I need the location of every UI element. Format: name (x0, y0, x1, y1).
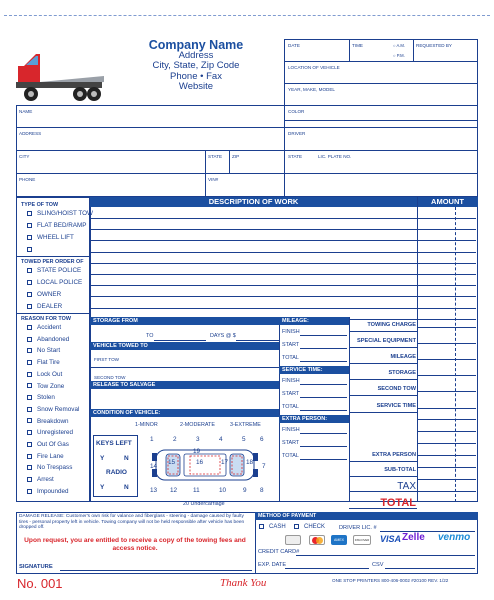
charge-row-line (349, 363, 417, 364)
pm-option[interactable]: ○ P.M. (393, 53, 405, 58)
amount-line[interactable] (417, 375, 476, 376)
reason-item[interactable]: Out Of Gas (27, 441, 69, 449)
car-part-number: 6 (260, 436, 264, 443)
undercarriage-label: 20 Undercarriage (183, 501, 225, 507)
name-label: NAME (19, 109, 33, 114)
storage-charge-label: STORAGE (388, 370, 416, 376)
second-tow-label: SECOND TOW (94, 375, 126, 380)
service_time-total-label: TOTAL (282, 404, 299, 410)
towing-fees-notice: Upon request, you are entitled to receive a copy of the towing fees and access notice. (24, 537, 246, 552)
amount-line[interactable] (417, 308, 476, 309)
extra_person-total-label: TOTAL (282, 453, 299, 459)
radio-label: RADIO (106, 469, 127, 476)
visa-icon: VISA (380, 534, 402, 544)
company-contact: Phone • Fax (170, 70, 222, 82)
amount-line[interactable] (417, 285, 476, 286)
amount-line[interactable] (417, 419, 476, 420)
car-part-number: 13 (150, 487, 158, 494)
service-time-header: SERVICE TIME: (279, 366, 349, 374)
mastercard-icon (309, 535, 325, 545)
tow-type-flatbed[interactable]: FLAT BED/RAMP (27, 222, 86, 230)
thank-you: Thank You (220, 577, 267, 589)
address-label: ADDRESS (19, 131, 42, 136)
amount-line[interactable] (417, 343, 476, 344)
lic-plate-label: LIC. PLATE NO. (318, 154, 352, 159)
printer-credit: ONE STOP PRINTERS 800-406-0002 #20100 REV. 1/22 (332, 578, 449, 583)
car-part-number: 2 (173, 436, 177, 443)
state-label: STATE (208, 154, 223, 159)
extra-person-charge-label: EXTRA PERSON (372, 452, 416, 458)
work-line[interactable] (90, 218, 417, 219)
mileage-start-label: START (282, 342, 300, 348)
mileage-total-line[interactable] (300, 361, 347, 362)
amount-line[interactable] (417, 443, 476, 444)
tax-label: TAX (397, 481, 416, 492)
charge-row-line (349, 331, 417, 332)
extra_person-start-line[interactable] (300, 446, 347, 447)
car-part-number: 9 (243, 487, 247, 494)
mileage-finish-label: FINISH (282, 329, 300, 335)
car-part-number: 15 (168, 459, 176, 466)
date-label: DATE (288, 43, 300, 48)
car-part-number: 16 (196, 459, 204, 466)
cash-option[interactable]: CASH (259, 524, 286, 530)
card-icon (285, 535, 301, 545)
work-line[interactable] (90, 308, 417, 309)
amount-line[interactable] (417, 327, 476, 328)
service-time-charge-label: SERVICE TIME (376, 403, 416, 409)
charge-row-line (349, 461, 417, 462)
time-label: TIME (352, 43, 363, 48)
condition-extreme: 3-EXTREME (230, 422, 261, 428)
amount-line[interactable] (417, 479, 476, 480)
charge-row-line (349, 395, 417, 396)
payment-method-header: METHOD OF PAYMENT (255, 512, 478, 520)
description-of-work-header: DESCRIPTION OF WORK (90, 197, 417, 207)
plate-state-label: STATE (288, 154, 303, 159)
car-part-number: 5 (242, 436, 246, 443)
venmo-icon: venmo (438, 532, 471, 543)
towed-per-state-police[interactable]: STATE POLICE (27, 267, 81, 275)
zip-label: ZIP (232, 154, 240, 159)
work-line[interactable] (90, 240, 417, 241)
extra_person-start-label: START (282, 440, 300, 446)
reason-item[interactable]: Arrest (27, 476, 54, 484)
driver-lic-label: DRIVER LIC. # (339, 525, 377, 531)
am-option[interactable]: ○ A.M. (393, 43, 406, 48)
charge-row-line (349, 491, 417, 492)
car-part-number: 7 (262, 463, 266, 470)
reason-item[interactable]: Fire Lane (27, 453, 64, 461)
condition-moderate: 2-MODERATE (180, 422, 215, 428)
phone-label: PHONE (19, 177, 36, 182)
towed-per-title: TOWED PER ORDER OF (21, 259, 84, 265)
tow-type-sling[interactable]: SLING/HOIST TOW (27, 210, 93, 218)
keys-left-label: KEYS LEFT (96, 440, 132, 447)
amount-header: AMOUNT (417, 197, 478, 207)
car-part-number: 14 (150, 463, 158, 470)
tow-type-wheel-lift[interactable]: WHEEL LIFT (27, 234, 74, 242)
amount-line[interactable] (417, 218, 476, 219)
credit-card-label: CREDIT CARD# (258, 549, 300, 555)
exp-date-label: EXP. DATE (258, 562, 287, 568)
extra_person-finish-line[interactable] (300, 433, 347, 434)
year-make-model-label: YEAR, MAKE, MODEL (288, 87, 335, 92)
reason-title: REASON FOR TOW (21, 316, 71, 322)
special-equipment-label: SPECIAL EQUIPMENT (357, 338, 416, 344)
service_time-start-label: START (282, 391, 300, 397)
work-line[interactable] (90, 274, 417, 275)
mileage-total-label: TOTAL (282, 355, 299, 361)
charge-row-line (349, 476, 417, 477)
extra_person-total-line[interactable] (300, 459, 347, 460)
keys-no[interactable]: N (124, 455, 129, 462)
work-line[interactable] (90, 285, 417, 286)
amount-line[interactable] (417, 491, 476, 492)
car-part-number: 17 (221, 459, 229, 466)
check-option[interactable]: CHECK (294, 524, 325, 530)
reason-item[interactable]: No Trespass (27, 464, 72, 472)
vehicle-towed-to-header: VEHICLE TOWED TO (90, 342, 279, 350)
release-to-salvage-header: RELEASE TO SALVAGE (90, 381, 279, 389)
requested-by-label: REQUESTED BY (416, 43, 452, 48)
amount-line[interactable] (417, 240, 476, 241)
charge-row-line (349, 508, 417, 509)
storage-days: DAYS @ $ (210, 333, 236, 339)
car-part-number: 4 (219, 436, 223, 443)
car-part-number: 11 (193, 487, 200, 494)
charge-row-line (349, 379, 417, 380)
service_time-finish-label: FINISH (282, 378, 300, 384)
discover-icon: DISCOVER (353, 535, 371, 545)
vin-label: VIN# (208, 177, 219, 182)
extra-person-header: EXTRA PERSON: (279, 415, 349, 423)
perforation-line (4, 15, 490, 16)
work-line[interactable] (90, 263, 417, 264)
amount-line[interactable] (417, 455, 476, 456)
radio-no[interactable]: N (124, 484, 129, 491)
storage-from-header: STORAGE FROM (90, 317, 279, 325)
car-part-number: 10 (219, 487, 227, 494)
amount-line[interactable] (417, 391, 476, 392)
company-block (112, 40, 280, 93)
mileage-header: MILEAGE: (279, 317, 349, 325)
city-label: CITY (19, 154, 30, 159)
reason-item[interactable]: Unregistered (27, 429, 73, 437)
mileage-start-line[interactable] (300, 348, 347, 349)
location-label: LOCATION OF VEHICLE (288, 65, 340, 70)
car-part-number: 19 (193, 448, 201, 455)
car-damage-diagram (150, 446, 260, 489)
towed-per-local-police[interactable]: LOCAL POLICE (27, 279, 82, 287)
service_time-start-line[interactable] (300, 397, 347, 398)
work-line[interactable] (90, 296, 417, 297)
car-part-number: 18 (246, 459, 254, 466)
condition-minor: 1-MINOR (135, 422, 158, 428)
car-part-number: 12 (170, 487, 178, 494)
reason-item[interactable]: Accident (27, 324, 61, 332)
keys-yes[interactable]: Y (100, 455, 105, 462)
car-part-number: 1 (150, 436, 154, 443)
company-city: City, State, Zip Code (152, 60, 240, 71)
car-part-number: 8 (260, 487, 264, 494)
company-website: Website (178, 81, 214, 92)
color-label: COLOR (288, 109, 305, 114)
reason-item[interactable]: Impounded (27, 488, 69, 496)
company-name: Company Name (148, 38, 244, 52)
reason-item[interactable]: Stolen (27, 394, 55, 402)
type-of-tow-title: TYPE OF TOW (21, 202, 59, 208)
mileage-finish-line[interactable] (300, 335, 347, 336)
amount-line[interactable] (417, 319, 476, 320)
form-number: No. 001 (17, 576, 63, 591)
amount-line[interactable] (417, 229, 476, 230)
reason-item[interactable]: Snow Removal (27, 406, 79, 414)
amount-line[interactable] (417, 296, 476, 297)
condition-header: CONDITION OF VEHICLE: (90, 409, 279, 417)
company-address: Address (178, 49, 214, 61)
storage-to: TO (146, 333, 154, 339)
reason-item[interactable]: Breakdown (27, 418, 69, 426)
charge-row-line (349, 347, 417, 348)
amex-icon: AMEX (331, 535, 347, 545)
damage-release-text: DAMAGE RELEASE: Customer's own risk for valance and fiberglass - steering - damage caused by faulty tires - personal property left in vehicle. Towing company will not be held responsible after vehicle has been dropped off. (19, 514, 245, 531)
customer-box (16, 105, 478, 197)
reason-item[interactable]: Lock Out (27, 371, 62, 379)
reason-item[interactable]: Tow Zone (27, 383, 64, 391)
towed-per-dealer[interactable]: DEALER (27, 303, 62, 311)
amount-line[interactable] (417, 263, 476, 264)
work-line[interactable] (90, 252, 417, 253)
reason-item[interactable]: No Start (27, 347, 60, 355)
signature-label: SIGNATURE (19, 564, 53, 570)
work-line[interactable] (90, 229, 417, 230)
reason-item[interactable]: Abandoned (27, 336, 69, 344)
service_time-total-line[interactable] (300, 410, 347, 411)
zelle-icon: Zelle (402, 532, 425, 543)
second-tow-charge-label: SECOND TOW (377, 386, 416, 392)
charge-row-line (349, 412, 417, 413)
subtotal-label: SUB-TOTAL (384, 467, 416, 473)
driver-label: DRIVER (288, 131, 306, 136)
service_time-finish-line[interactable] (300, 384, 347, 385)
amount-line[interactable] (417, 467, 476, 468)
car-part-number: 3 (196, 436, 200, 443)
mileage-charge-label: MILEAGE (390, 354, 416, 360)
total-label: TOTAL (380, 497, 416, 509)
amount-line[interactable] (417, 274, 476, 275)
tow-type-other[interactable] (27, 246, 37, 254)
towing-charge-label: TOWING CHARGE (367, 322, 416, 328)
radio-yes[interactable]: Y (100, 484, 105, 491)
extra_person-finish-label: FINISH (282, 427, 300, 433)
reason-item[interactable]: Flat Tire (27, 359, 60, 367)
first-tow-label: FIRST TOW (94, 357, 120, 362)
amount-line[interactable] (417, 431, 476, 432)
csv-label: CSV (372, 562, 384, 568)
amount-line[interactable] (417, 252, 476, 253)
amount-line[interactable] (417, 408, 476, 409)
amount-line[interactable] (417, 359, 476, 360)
towed-per-owner[interactable]: OWNER (27, 291, 61, 299)
